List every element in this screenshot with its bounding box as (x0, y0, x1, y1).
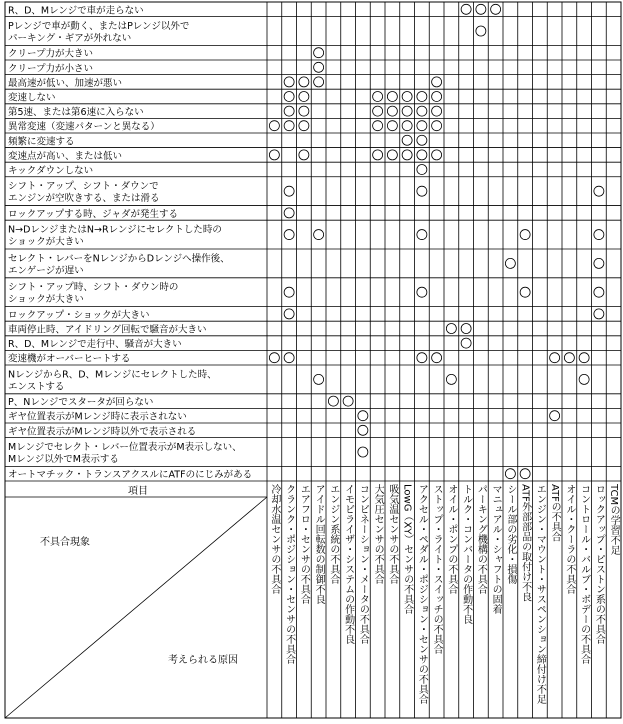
cause-mark (387, 91, 397, 101)
cause-mark (373, 150, 383, 160)
cause-mark (432, 77, 442, 87)
cause-label: 吸気温センサの不具合 (386, 484, 398, 584)
cause-mark (299, 106, 309, 116)
cause-mark (550, 411, 560, 421)
symptom-label: NレンジからR、D、Mレンジにセレクトした時、 (8, 369, 217, 381)
cause-mark (476, 26, 486, 36)
cause-mark (446, 374, 456, 384)
cause-mark (387, 150, 397, 160)
cause-mark (417, 287, 427, 297)
cause-mark (269, 353, 279, 363)
symptom-label: 異常変速（変速パターンと異なる） (8, 121, 160, 133)
symptom-label: 変速機がオーバーヒートする (8, 353, 131, 365)
cause-mark (417, 91, 427, 101)
cause-mark (505, 469, 515, 479)
symptom-label: クリープ力が大きい (8, 48, 94, 60)
cause-label: クランク・ポジション・センサの不具合 (283, 484, 295, 664)
cause-mark (314, 374, 324, 384)
symptom-label: ギヤ位置表示がMレンジ時以外で表示される (8, 426, 197, 438)
cause-mark (594, 309, 604, 319)
cause-mark (417, 135, 427, 145)
cause-mark (432, 91, 442, 101)
cause-mark (594, 287, 604, 297)
cause-mark (284, 77, 294, 87)
cause-label: エンジン・マウント・サスペンション締付け不足 (534, 484, 546, 704)
cause-label: 冷却水温センサの不具合 (268, 484, 280, 594)
cause-mark (284, 106, 294, 116)
cause-mark (269, 121, 279, 131)
cause-label: コンビネーション・メータの不具合 (357, 484, 369, 644)
cause-mark (402, 91, 412, 101)
cause-mark (461, 338, 471, 348)
cause-mark (505, 258, 515, 268)
cause-mark (314, 48, 324, 58)
cause-label: 大気圧センサの不具合 (372, 484, 384, 584)
symptom-label: オートマチック・トランスアクスルにATFのにじみがある (8, 469, 253, 481)
cause-mark (520, 230, 530, 240)
cause-label: イモビライザ・システムの作動不良 (342, 484, 354, 644)
cause-mark (314, 77, 324, 87)
cause-mark (284, 230, 294, 240)
cause-mark (579, 353, 589, 363)
cause-label: LowG（XY）センサの不具合 (401, 484, 413, 615)
cause-mark (299, 121, 309, 131)
cause-mark (284, 309, 294, 319)
cause-mark (284, 353, 294, 363)
cause-mark (358, 447, 368, 457)
symptom-label: クリープ力が小さい (8, 63, 94, 75)
symptom-label: 第5速、または第6速に入らない (8, 107, 144, 119)
cause-mark (564, 353, 574, 363)
cause-mark (579, 374, 589, 384)
cause-mark (432, 121, 442, 131)
cause-mark (358, 411, 368, 421)
symptom-label: セレクト・レバーをNレンジからDレンジへ操作後、 (8, 253, 230, 265)
cause-mark (373, 106, 383, 116)
cause-mark (343, 396, 353, 406)
cause-mark (299, 150, 309, 160)
symptom-label: 車両停止時、アイドリング回転で騒音が大きい (8, 324, 207, 336)
cause-mark (387, 106, 397, 116)
symptom-label: P、Nレンジでスタータが回らない (8, 397, 154, 409)
cause-mark (520, 287, 530, 297)
symptom-label: エンジンが空吹きする、または滑る (8, 193, 160, 205)
cause-mark (373, 121, 383, 131)
cause-mark (594, 230, 604, 240)
cause-mark (432, 353, 442, 363)
cause-label: シール部の劣化・損傷 (504, 484, 516, 584)
cause-mark (402, 121, 412, 131)
symptom-label: 変速しない (8, 92, 56, 104)
cause-label: マニュアル・シャフトの固着 (490, 484, 502, 614)
cause-label: エアフロ・センサの不具合 (298, 484, 310, 604)
symptom-label: N→DレンジまたはN→Rレンジにセレクトした時の (8, 224, 222, 236)
cause-mark (491, 4, 501, 14)
cause-header-label: 考えられる原因 (168, 655, 238, 666)
cause-label: TCMの学習不足 (608, 484, 620, 556)
symptom-label: ショックが大きい (8, 236, 84, 248)
symptom-label: 変速点が高い、または低い (8, 150, 123, 162)
symptom-label: シフト・アップ時、シフト・ダウン時の (8, 282, 179, 294)
cause-label: ロックアップ・ピストン系の不具合 (593, 484, 605, 644)
symptom-label: R、D、Mレンジで走行中、騒音が大きい (8, 339, 182, 351)
cause-mark (402, 150, 412, 160)
cause-mark (314, 62, 324, 72)
cause-mark (417, 121, 427, 131)
symptom-label: R、D、Mレンジで車が走らない (8, 5, 144, 17)
cause-mark (328, 396, 338, 406)
cause-mark (387, 121, 397, 131)
symptom-label: シフト・アップ、シフト・ダウンで (8, 181, 159, 193)
cause-label: パーキング機構の不具合 (475, 484, 487, 594)
cause-mark (417, 164, 427, 174)
header-diagonal (5, 497, 267, 718)
cause-label: トルク・コンバータの作動不良 (460, 484, 472, 624)
cause-mark (284, 186, 294, 196)
cause-mark (417, 150, 427, 160)
cause-mark (432, 150, 442, 160)
symptom-label: ショックが大きい (8, 294, 84, 306)
cause-mark (476, 4, 486, 14)
symptom-label: エンゲージが遅い (8, 265, 84, 277)
symptom-label: Pレンジで車が動く、またはPレンジ以外で (8, 21, 190, 33)
symptom-header-label: 不具合現象 (40, 537, 90, 548)
cause-mark (358, 425, 368, 435)
cause-mark (594, 258, 604, 268)
symptom-label: ギヤ位置表示がMレンジ時に表示されない (8, 411, 187, 423)
symptom-label: エンストする (8, 381, 65, 393)
cause-mark (299, 91, 309, 101)
cause-mark (417, 106, 427, 116)
cause-label: オイル・ポンプの不具合 (445, 484, 457, 594)
symptom-label: 頻繁に変速する (8, 136, 75, 148)
item-label: 項目 (128, 486, 148, 497)
symptom-label: パーキング・ギアが外れない (8, 33, 132, 45)
cause-label: コントロール・バルブ・ボデーの不具合 (578, 484, 590, 664)
cause-label: ATFの不具合 (549, 484, 561, 542)
cause-mark (402, 135, 412, 145)
cause-label: アクセル・ペダル・ポジション・センサの不具合 (416, 484, 428, 704)
cause-mark (594, 186, 604, 196)
cause-mark (373, 91, 383, 101)
cause-mark (417, 186, 427, 196)
cause-mark (284, 121, 294, 131)
cause-mark (446, 324, 456, 334)
cause-mark (520, 469, 530, 479)
cause-mark (269, 150, 279, 160)
cause-mark (284, 91, 294, 101)
cause-mark (314, 230, 324, 240)
cause-label: アイドル回転数の制御不良 (313, 484, 325, 604)
symptom-label: キックダウンしない (8, 165, 94, 177)
cause-label: ATF外部部品の取付け不良 (519, 484, 531, 602)
cause-mark (284, 208, 294, 218)
cause-label: ストップ・ライト・スイッチの不具合 (431, 484, 443, 654)
cause-mark (299, 77, 309, 87)
cause-mark (461, 4, 471, 14)
cause-label: オイル・クーラの不具合 (563, 484, 575, 594)
symptom-label: 最高速が低い、加速が悪い (8, 77, 123, 89)
symptom-label: ロックアップ・ショックが大きい (8, 309, 150, 321)
cause-mark (284, 287, 294, 297)
cause-mark (417, 230, 427, 240)
symptom-label: ロックアップする時、ジャダが発生する (8, 208, 178, 220)
symptom-label: Mレンジでセレクト・レバー位置表示がM表示しない、 (8, 441, 242, 453)
cause-mark (402, 106, 412, 116)
cause-mark (417, 353, 427, 363)
cause-mark (550, 353, 560, 363)
cause-label: エンジン系統の不具合 (327, 484, 339, 584)
cause-mark (432, 106, 442, 116)
cause-mark (461, 324, 471, 334)
symptom-label: Mレンジ以外でM表示する (8, 453, 119, 465)
